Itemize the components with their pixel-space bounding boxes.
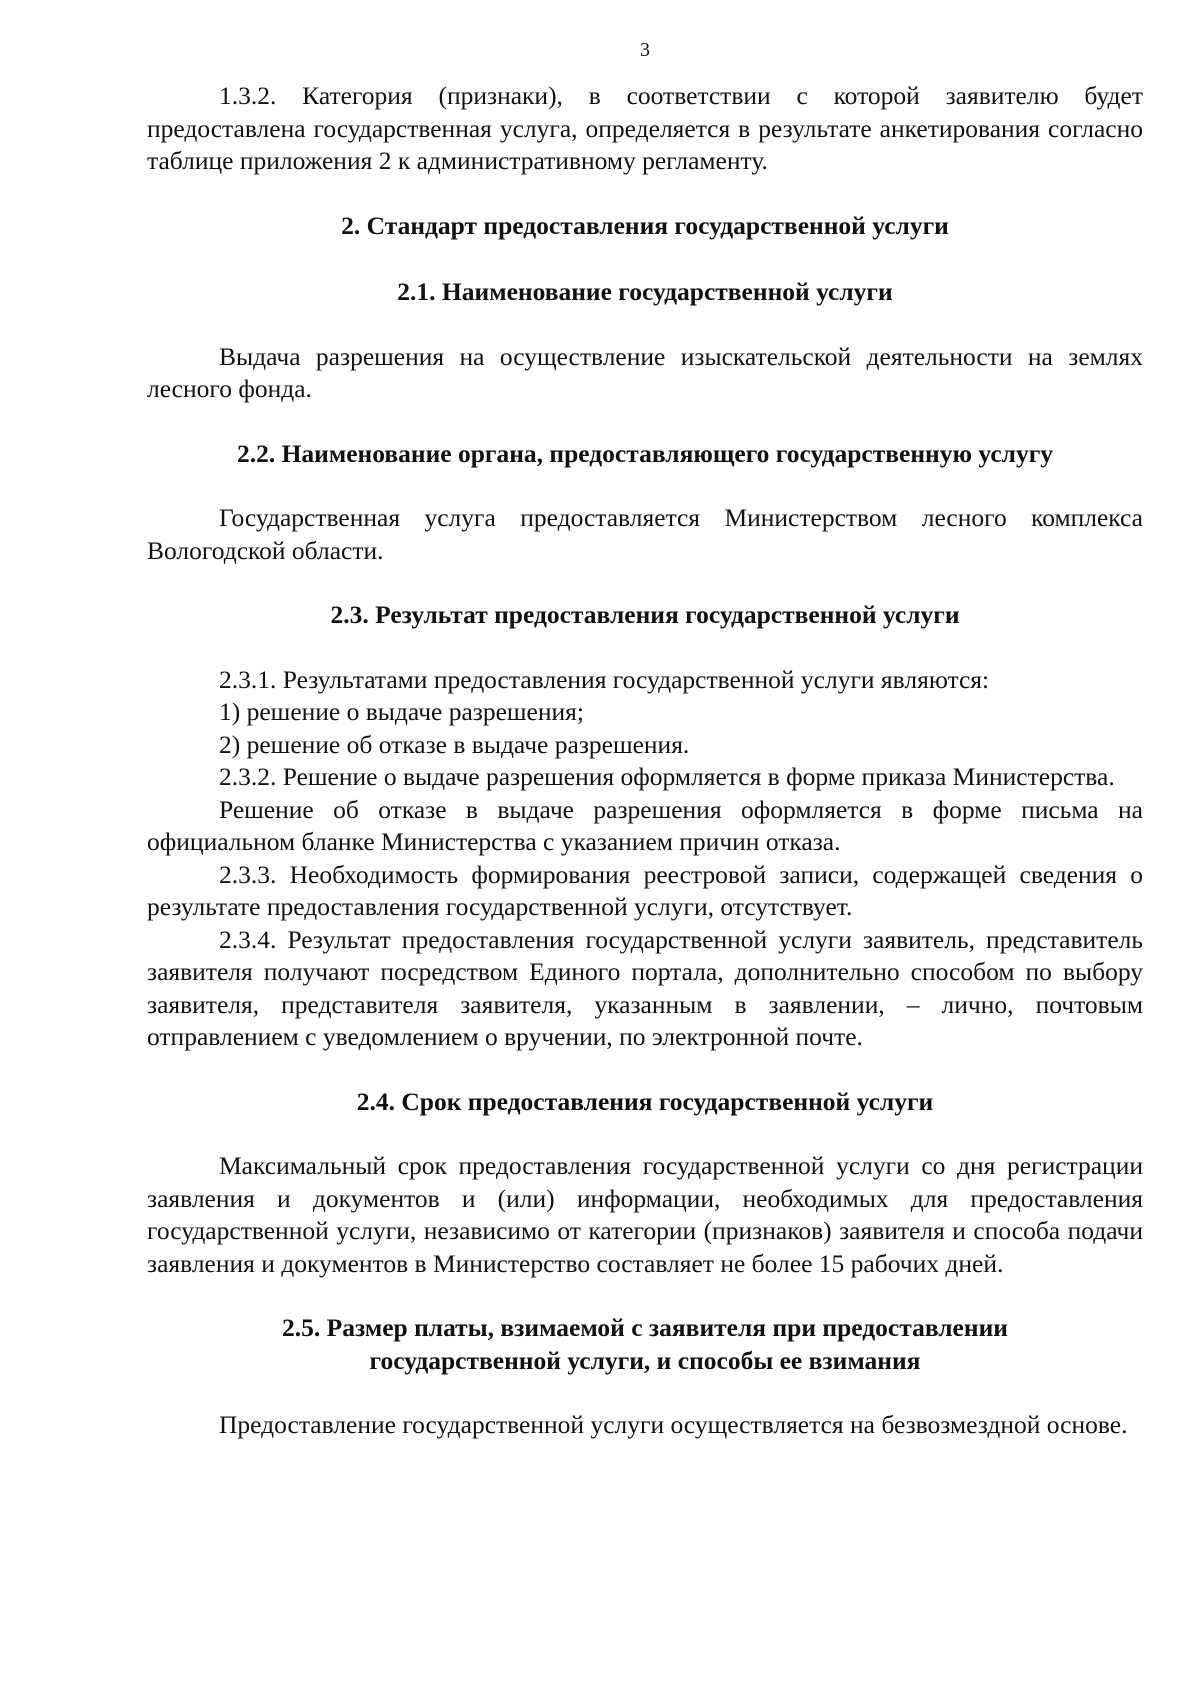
paragraph-2-3-3: 2.3.3. Необходимость формирования реестровой записи, содержащей сведения о результате предоставления государственной услуги, отсутствует. [147,859,1143,921]
section-2-5-text: Предоставление государственной услуги осуществляется на безвозмездной основе. [219,1410,1128,1439]
page-number: 3 [640,39,650,61]
section-2-5-heading-line-1: 2.5. Размер платы, взимаемой с заявителя при предоставлении [282,1313,1008,1342]
section-2-2-text: Государственная услуга предоставляется Министерством лесного комплекса Вологодской области. [147,503,1143,565]
section-2-5-heading-line-2: государственной услуги, и способы ее взимания [369,1345,921,1375]
section-2-1-text: Выдача разрешения на осуществление изыскательской деятельности на землях лесного фонда. [147,341,1143,403]
section-2-4-heading: 2.4. Срок предоставления государственной услуги [356,1086,934,1116]
section-2-1-heading: 2.1. Наименование государственной услуги [397,277,893,306]
section-2-heading: 2. Стандарт предоставления государственной услуги [341,210,949,240]
paragraph-2-3-1: 2.3.1. Результатами предоставления государственной услуги являются: [219,664,990,694]
document-page [147,38,1143,1442]
list-item-1: 1) решение о выдаче разрешения; [219,697,584,726]
list-item-2: 2) решение об отказе в выдаче разрешения. [219,729,690,759]
paragraph-1-3-2: 1.3.2. Категория (признаки), в соответствии с которой заявителю будет предоставлена государственная услуга, определяется в результате анкетирования согласно таблице приложения 2 к административному регламенту. [147,81,1143,175]
section-2-3-heading: 2.3. Результат предоставления государственной услуги [330,600,960,629]
section-2-4-text: Максимальный срок предоставления государственной услуги со дня регистрации заявления и документов и (или) информации, необходимых для предоставления государственной услуги, независимо от категории (признаков) заявителя и способа подачи заявления и документов в Министерство составляет не более 15 рабочих дней. [147,1151,1143,1278]
paragraph-refusal: Решение об отказе в выдаче разрешения оформляется в форме письма на официальном бланке Министерства с указанием причин отказа. [147,794,1143,856]
paragraph-2-3-4: 2.3.4. Результат предоставления государственной услуги заявитель, представитель заявителя получают посредством Единого портала, дополнительно способом по выбору заявителя, представителя заявителя, указанным в заявлении, – лично, почтовым отправлением с уведомлением о вручении, по электронной почте. [147,924,1143,1051]
section-2-2-heading: 2.2. Наименование органа, предоставляющего государственную услугу [236,438,1054,468]
paragraph-2-3-2: 2.3.2. Решение о выдаче разрешения оформляется в форме приказа Министерства. [219,762,1115,791]
